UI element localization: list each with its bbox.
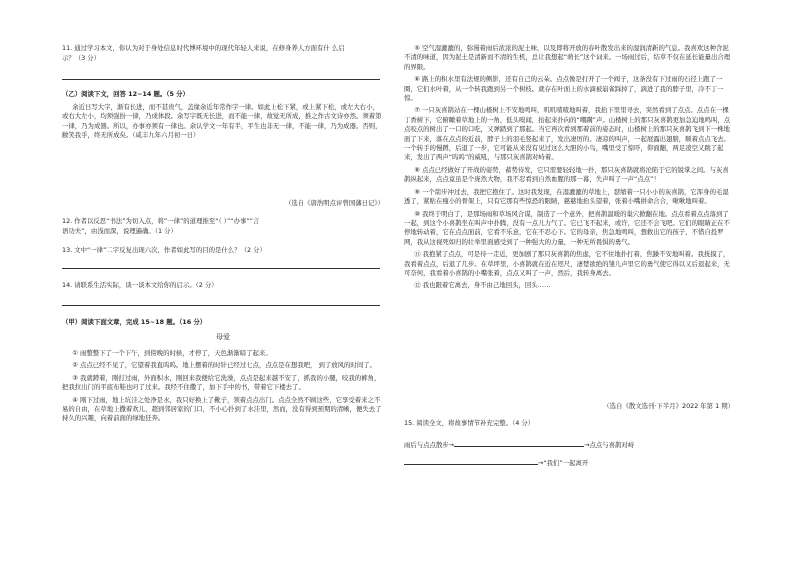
part-jia-heading: （甲）阅读下面文章，完成 15~18 题。（16 分） xyxy=(62,318,207,326)
q15-flow-line-1 xyxy=(404,439,734,450)
q14-text: 14. 请联系生活实际，谈一谈本文给你的启示。（2 分） xyxy=(62,281,218,289)
paragraph-11: ⑪ 我抱紧了点点，可是待一走近，更加剧了那只灰喜鹊的焦虑，它不住地扑打着，焦躁不安地叫着。我抚摸了，我看着点点，后退了几步。在草坪里，小喜鹊就在近在咫尺，凄楚欲绝的雏儿声里它的勇气使它得以又后退起来，无可奈何，我看着小喜鹊的小嘴张着，点点又叫了一声，然后，我转身离去。 xyxy=(404,250,730,277)
q12-line2: 语功夫”，由浅而深，说理遍确。（1 分） xyxy=(62,227,177,235)
paragraph-3: ③ 我就蹲着，刚打过雨，外面积水，刚回来我便给它洗澡，点点是起来越不安了，抓我的小腿，咬我的裤角，把我拉出门的平底布鞋也叼了过来。我经不住撒了，加下手中的书，带着它下楼去了。 xyxy=(62,373,381,392)
left-column xyxy=(62,0,384,561)
q11-answer-line[interactable] xyxy=(62,79,380,80)
paragraph-12: ⑫ 我也跟着它离去，身不由己地回头，回头…… xyxy=(414,281,551,290)
q11-line1: 11. 通过学习本文，你认为对于身处信息时代博环境中的现代年轻人来说，在修身养人方面有什 么启 xyxy=(62,44,345,52)
q13-answer-line[interactable] xyxy=(62,268,380,269)
q15-flow-mid: →“我们”一起离开 xyxy=(538,459,589,467)
paragraph-5: ⑤ 空气湿漉漉的，弥漫着雨后浓浓的泥土味，以及即将开放的春叶散发出来的湿润清新的气息。我喜欢这种含泥不清的味道，因为泥土是清新而不清的生机，总让我想起“萌长”这个词来。一场雨过后，结草不仅在延长能量出合理的界限。 xyxy=(404,44,731,71)
paragraph-2: ② 点点已经不见了，它望着我直呜呜。地上摆着的时针已经过七点，点点是在想我吧， 到了放风的时间了。 xyxy=(72,361,376,370)
q15-blank-1[interactable] xyxy=(454,439,584,447)
q13-text: 13. 文中“一律”二字反复出现六次，作者如此写的目的是什么？（2 分） xyxy=(62,246,266,254)
paragraph-7: ⑦ 一只灰喜鹊站在一棵山楂树上不安地鸣叫，叽叽喳喳地叫着，我抬下里里寻去，突然看到了点点。点点在一棵丁香树下，它俯瞰着草地上的一角，低头嗅闻，抬起来扑向的“嘲蹒”声。山楂树上的那只灰喜鹊更加急迫地鸣叫，点点咬点的树出了一口的口吃，又弹踏到了那起。当它再次看到那着前的姿态时，山楂树上的那只灰喜鹊飞到下一株地面了下来，落在点点的近前，脖子上的羽毛竖起来了，发出凄厉的、凄凉的叫声，一起展露出翅膀，顺着点点飞去。一个转手的慢蹲，后退了一步，它可能从来没有见过这么大胆的小鸟，嘴里受了惊吓，仰面翻，两足凌空又跳了起来，发出了两声“呜呜”的威吼，与那只灰喜鹊对峙着。 xyxy=(404,106,731,162)
article-paragraphs-left xyxy=(62,349,384,424)
q15-flow-end: →点点与喜鹊对峙 xyxy=(584,441,635,449)
q15-blank-2[interactable] xyxy=(404,457,538,465)
paragraph-4: ④ 刚下过雨，地上坑洼之处净是水，我只好换上了靴子，领着点点出门。点点全然不顾这些，它享受着来之不易的自由，在草地上撒着欢儿，超到邻居家的门口，不小心扑到了水洼里，然而，没有得到预期的清晰，便失去了持久的兴趣，向着前面的绿地狂奔。 xyxy=(62,395,382,423)
article-paragraphs-right xyxy=(404,44,734,291)
paragraph-6: ⑥ 路上的积水里有法规的侧影，还有自己的云朵。点点像是打开了一个阀子，这条没有下过雨的石径上跑了一圈，它们水叶着，从一个转我跑到另一个树枝。就存在叶面上的水滴被崩雀踩掉了，滴进了我的脖子里，冷不丁一惊。 xyxy=(404,75,724,103)
q15-flow-start: 雨后与点点散步→ xyxy=(404,441,455,449)
paragraph-9: ⑨ 一个箭步冲过去，我把它抱住了。这时我发现，在湿漉漉的草地上，瑟缩着一只小小的灰喜鹊，它浑身的毛湿透了，紧贴在瘦小的骨架上，只有它那有些惊恐的眼睛，慈慈地抬头望着，张着小嘴拼命合合，啾啾地叫着。 xyxy=(404,187,729,206)
q14-answer-line[interactable] xyxy=(62,305,380,306)
article-source: （选自《散文选刊·下半月》2022 年第 1 期） xyxy=(603,402,734,410)
q12-line1: 12. 作者以反思“书法”为切入点，将“一律”的道理推至“（ ）”“办事”“言 xyxy=(62,217,260,225)
paragraph-1: ① 雨整整下了一个下午，到傍晚的时候，才停了，天色渐渐暗了起来。 xyxy=(72,349,272,357)
part-yi-heading: （乙）阅读下文，回答 12~14 题。（5 分） xyxy=(62,90,189,98)
yi-passage-text: 余近日写大字，渐有长进，而不甚贵气，盖缘余近年常作字一律。如此上松下紧，或上紧下松，或左大右小，或右大左小，均须强扮一律，乃成体段。余写字既无长进，而不能一律，故觉无所成，推之作古文诗亦然。须着第一律，乃为成器。所以，办事亦须有一律也。余认学文一年有半，平生也非无一律，不能一律，乃为成器。否则， 敝笑我乎，终无所成矣。（咸丰九年六月初一日） xyxy=(62,103,382,140)
yi-source: （选自《唐浩明点评曾国藩日记》） xyxy=(284,199,384,207)
q11-line2: 示？（3 分） xyxy=(62,54,101,62)
right-column xyxy=(404,0,734,561)
article-title: 母爱 xyxy=(216,333,230,341)
paragraph-10: ⑩ 我终于明白了，是那场雨和草场风合谋，制造了一个意外，把喜鹊温暖的巢穴掀翻在地。点点看着点点落到了一起，到这个小喜鹊坐在叫声中扑腾，没有一点儿力气了。它已飞不起来，或许，它还不会飞吧。它们的眼睛正在不停地转动着，它在点点面前，它看不乐意，它在不忍心下。它的母亲，焦急地鸣叫，想救出它的孩子，不惜自投罗网，我从这视死如归的壮举里面感受到了一种强大的力量，一种无所畏惧的勇气。 xyxy=(404,209,730,246)
q15-text: 15. 阅读全文，将故事情节补充完整。（4 分） xyxy=(404,419,535,427)
paragraph-8: ⑧ 点点已经做好了开战的姿势，蓄势待发，它只需要轻轻地一扑，那只灰喜鹊就将沦陷于它的锐掌之间。与灰喜鹊纵起来，点点竟虽是个庞然大物，我不忍看到自然血腥的那一幕，失声叫了一声“点点”！ xyxy=(404,165,729,184)
q15-flow-line-2 xyxy=(404,457,734,468)
yi-passage xyxy=(62,103,384,141)
